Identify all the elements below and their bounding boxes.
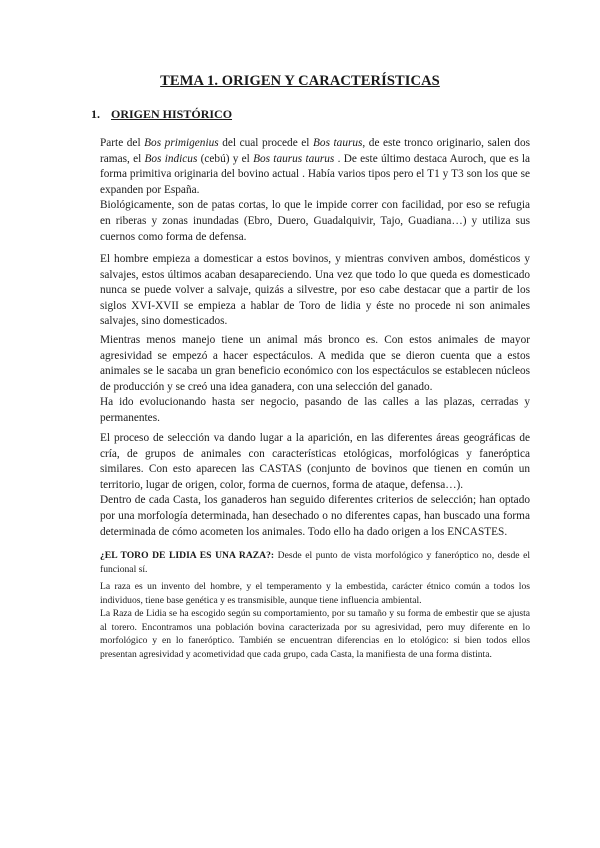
paragraph-origin <box>100 136 530 198</box>
text-run: del cual procede el <box>218 137 314 149</box>
body-block-spectacle <box>100 333 530 427</box>
text-run: , de este tronco originario, salen dos ramas, el <box>100 137 530 165</box>
question-answer: Desde el punto de vista morfológico y faneróptico no, desde el funcional sí. <box>100 550 531 575</box>
species-name: Bos indicus <box>144 152 198 165</box>
section-number: 1. <box>91 107 100 121</box>
species-name: Bos primigenius <box>144 137 219 149</box>
page-title: TEMA 1. ORIGEN Y CARACTERÍSTICAS <box>160 73 440 89</box>
section-heading <box>91 107 232 122</box>
paragraph-encastes: Dentro de cada Casta, los ganaderos han seguido diferentes criterios de selección; han optado por una morfología determinada, han desechado o no diferentes capas, han buscado una forma determinada de cómo acometen los animales. Todo ello ha dado origen a los ENCASTES. <box>100 494 530 538</box>
paragraph-question <box>100 549 530 576</box>
text-run: . De este último destaca Auroch, que es la forma primitiva originaria del bovino actual . Había varios tipos pero el T1 y T3 son los que se expanden por España. <box>100 152 531 196</box>
paragraph-raza-invention: La raza es un invento del hombre, y el temperamento y la embestida, carácter étnico común a todos los individuos, tiene base genética y es transmisible, aunque tiene influencia ambiental. <box>100 581 530 606</box>
paragraph-spectacle: Mientras menos manejo tiene un animal más bronco es. Con estos animales de mayor agresividad se empezó a hacer espectáculos. A medida que se dieron cuenta que a estos animales se le sacaba un gran beneficio económico con los espectáculos se establecen núcleos de producción y se creó una idea ganadera, con una selección del ganado. <box>100 334 530 393</box>
paragraph-domestication: El hombre empieza a domesticar a estos bovinos, y mientras conviven ambos, domésticos y salvajes, estos últimos acaban desapareciendo. Una vez que todo lo que queda es domesticado nunca se puede volver a salvaje, quizás a silvestre, por eso cabe destacar que a partir de los siglos XVI-XVII se empieza a hablar de Toro de lidia y éste no procede ni son animales salvajes, sino domesticados. <box>100 253 530 328</box>
body-block-origin <box>100 136 530 245</box>
paragraph-biology: Biológicamente, son de patas cortas, lo que le impide correr con facilidad, por eso se refugia en riberas y zonas inundadas (Ebro, Duero, Guadalquivir, Tajo, Guadiana…) y utiliza sus cuernos como forma de defensa. <box>100 199 530 243</box>
body-block-selection <box>100 431 530 540</box>
paragraph-evolution: Ha ido evolucionando hasta ser negocio, pasando de las calles a las plazas, cerradas y permanentes. <box>100 396 530 424</box>
body-block-domestication <box>100 252 530 330</box>
raza-question <box>100 549 530 576</box>
species-name: Bos taurus <box>313 137 363 149</box>
paragraph-raza-lidia: La Raza de Lidia se ha escogido según su comportamiento, por su tamaño y su forma de embestir que se ajusta al torero. Encontramos una población bovina caracterizada por su agresividad, pero muy diferente en lo morfológico y en lo faneróptico. También se encuentran diferencias en lo etológico: si bien todos ellos presentan agresividad y acometividad que cada grupo, cada Casta, la manifiesta de una forma distinta. <box>100 608 530 660</box>
raza-explanation <box>100 580 530 662</box>
paragraph-selection: El proceso de selección va dando lugar a la aparición, en las diferentes áreas geográficas de cría, de grupos de animales con características etológicas, morfológicas y faneróptica similares. Con esto aparecen las CASTAS (conjunto de bovinos que tienen en común un territorio, lugar de origen, color, forma de cuernos, forma de ataque, defensa…). <box>100 432 530 491</box>
text-run: (cebú) y el <box>197 152 254 165</box>
section-title: ORIGEN HISTÓRICO <box>111 107 233 121</box>
question-heading: ¿EL TORO DE LIDIA ES UNA RAZA?: <box>100 550 275 561</box>
text-run: Parte del <box>100 137 145 149</box>
species-name: Bos taurus taurus <box>253 152 335 165</box>
